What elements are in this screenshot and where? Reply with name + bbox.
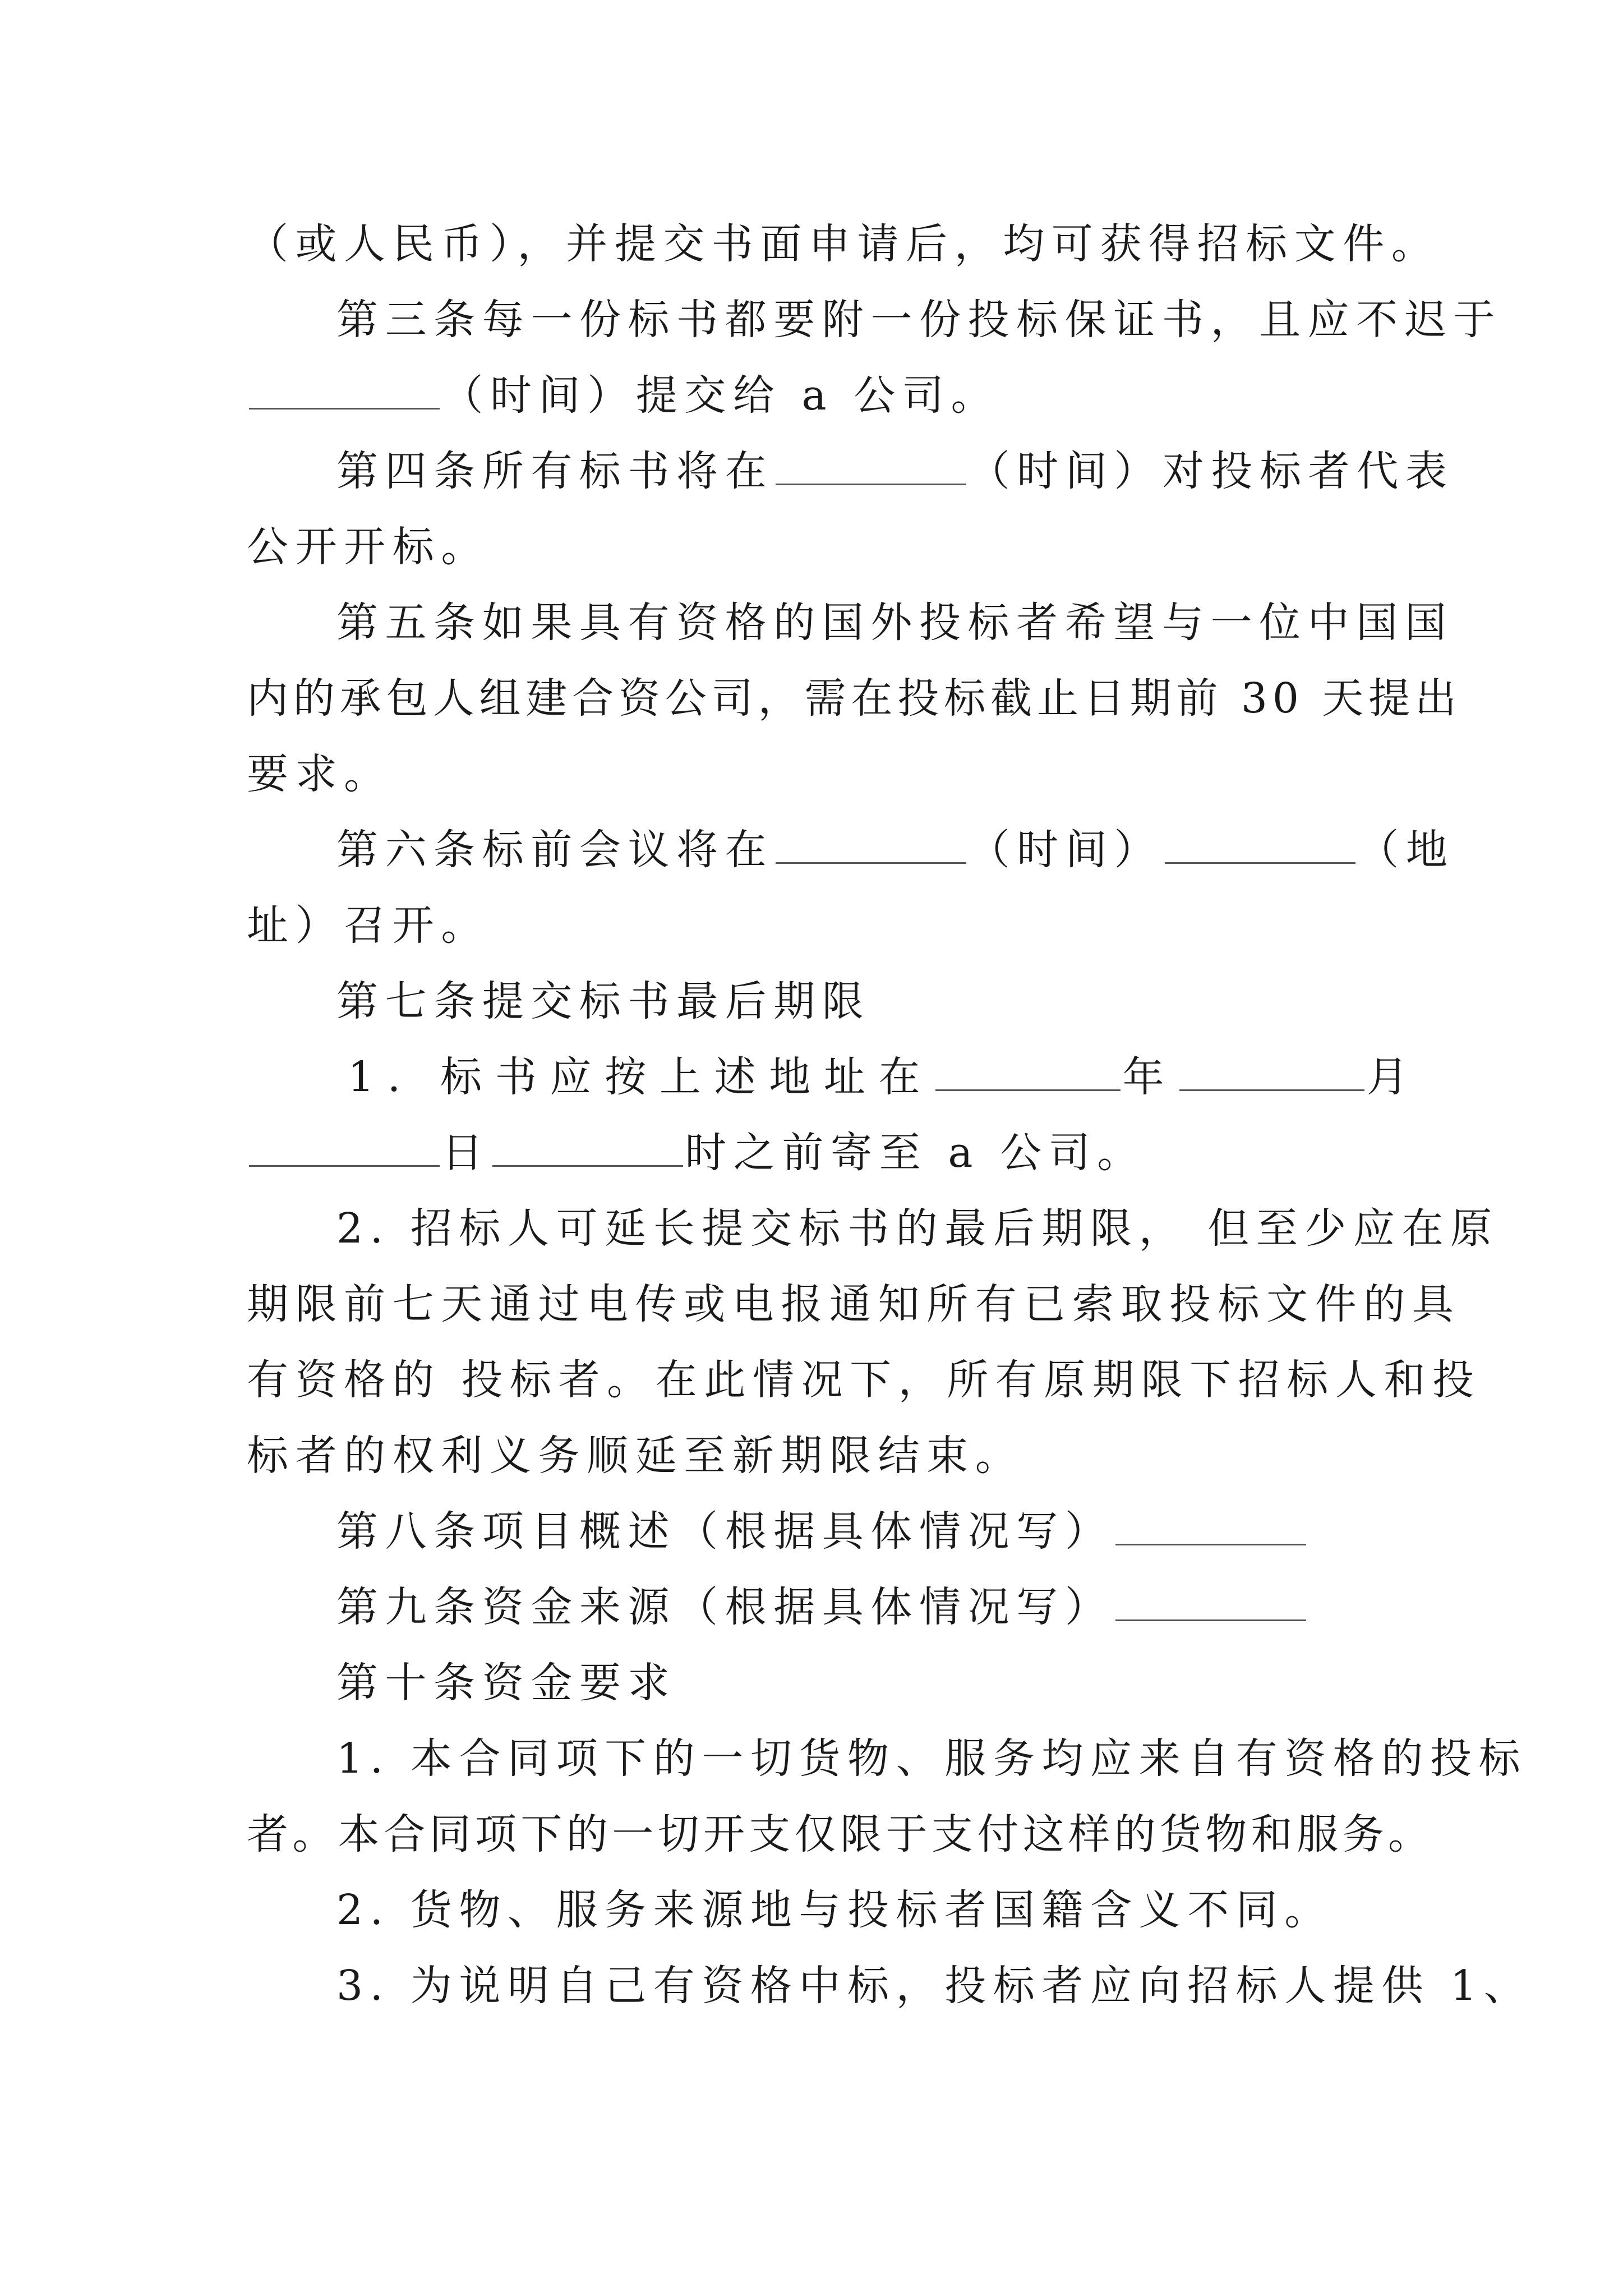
article-5 [336, 583, 1454, 662]
text: 第七条提交标书最后期限 [336, 977, 871, 1025]
fill-blank-year [935, 1050, 1121, 1091]
paragraph-line [247, 356, 1391, 435]
text: 日 [441, 1129, 490, 1177]
text: 第九条资金来源（根据具体情况写） [336, 1583, 1114, 1631]
article-10-item-1 [336, 1719, 1528, 1798]
text: 年 [1122, 1053, 1178, 1101]
text: 第十条资金要求 [336, 1659, 677, 1707]
paragraph-line [247, 1341, 1481, 1419]
text: 期限前七天通过电传或电报通知所有已索取投标文件的具 [247, 1280, 1461, 1328]
text: 2. 招标人可延长提交标书的最后期限， 但至少应在原 [336, 1204, 1499, 1253]
text: 月 [1366, 1053, 1422, 1101]
text: 有资格的 投标者。在此情况下，所有原期限下招标人和投 [247, 1356, 1481, 1404]
paragraph-line [247, 1416, 1391, 1495]
text: （或人民币），并提交书面申请后，均可获得招标文件。 [247, 220, 1440, 268]
paragraph-line [247, 886, 1391, 965]
article-4 [336, 432, 1454, 510]
fill-blank-month [1179, 1050, 1364, 1091]
article-6 [336, 811, 1455, 889]
fill-blank-day [249, 1126, 440, 1167]
paragraph-line [247, 205, 1440, 283]
article-8 [336, 1492, 1391, 1571]
text: 要求。 [247, 750, 393, 798]
text: （时间）对投标者代表 [968, 447, 1454, 495]
article-10-heading [336, 1644, 1391, 1722]
text: 2. 货物、服务来源地与投标者国籍含义不同。 [336, 1886, 1333, 1934]
paragraph-line [247, 1795, 1434, 1874]
text: 标者的权利义务顺延至新期限结束。 [247, 1432, 1024, 1480]
article-7-item-2 [336, 1189, 1499, 1268]
fill-blank [1115, 1504, 1306, 1545]
article-7-heading [336, 962, 1391, 1041]
text: 第八条项目概述（根据具体情况写） [336, 1507, 1114, 1556]
text: （时间）提交给 a 公司。 [441, 371, 1000, 420]
text: 1. 标书应按上述地址在 [348, 1053, 934, 1101]
paragraph-line [247, 735, 1391, 813]
article-9 [336, 1568, 1391, 1646]
paragraph-line [247, 508, 1391, 586]
text: 时之前寄至 a 公司。 [685, 1129, 1146, 1177]
text: 第三条每一份标书都要附一份投标保证书，且应不迟于 [336, 296, 1502, 344]
text: （地 [1357, 826, 1455, 874]
text: （时间） [968, 826, 1163, 874]
text: 1. 本合同项下的一切货物、服务均应来自有资格的投标 [336, 1734, 1528, 1783]
text: 内的承包人组建合资公司，需在投标截止日期前 30 天提出 [247, 674, 1461, 723]
text: 第六条标前会议将在 [336, 826, 774, 874]
text: 公开开标。 [247, 523, 490, 571]
paragraph-line [247, 659, 1461, 738]
fill-blank-time [776, 444, 966, 485]
article-10-item-3 [336, 1947, 1533, 2025]
fill-blank-time [249, 369, 440, 409]
article-3 [336, 280, 1502, 359]
fill-blank-hour [492, 1126, 683, 1167]
fill-blank-time [776, 823, 966, 864]
text: 者。本合同项下的一切开支仅限于支付这样的货物和服务。 [247, 1810, 1434, 1858]
paragraph-line [247, 1114, 1391, 1192]
article-7-item-1 [348, 1038, 1422, 1116]
paragraph-line [247, 1265, 1461, 1343]
text: 3. 为说明自己有资格中标，投标者应向招标人提供 1、 [336, 1962, 1533, 2010]
text: 第五条如果具有资格的国外投标者希望与一位中国国 [336, 599, 1454, 647]
fill-blank-address [1165, 823, 1355, 864]
text: 址）召开。 [247, 901, 490, 950]
article-10-item-2 [336, 1871, 1391, 1949]
text: 第四条所有标书将在 [336, 447, 774, 495]
fill-blank [1115, 1580, 1306, 1621]
